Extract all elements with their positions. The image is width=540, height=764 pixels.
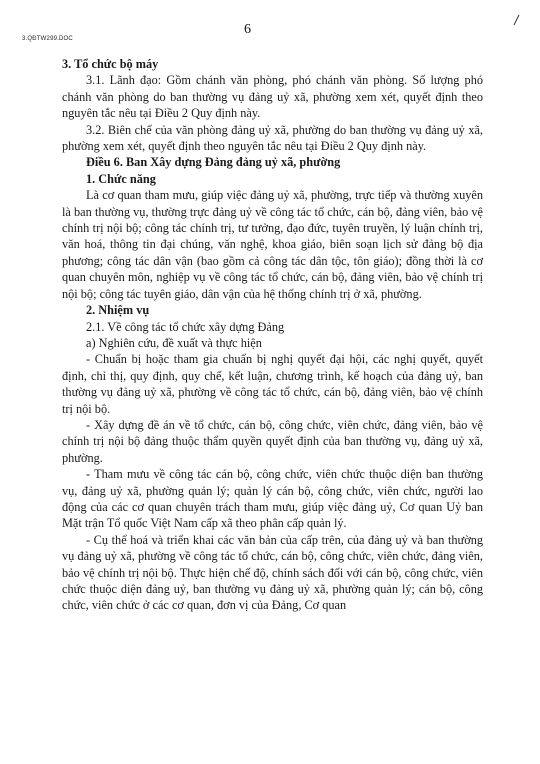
list-item: - Chuẩn bị hoặc tham gia chuẩn bị nghị quyết đại hội, các nghị quyết, quyết định, chỉ thị, quy định, quy chế, kết luận, chương trình, kế hoạch của đảng uỷ, ban thường vụ đảng uỷ xã, phường về công tác tổ chức, cán bộ, đảng viên, bảo vệ chính trị nội bộ. bbox=[62, 352, 483, 416]
subsection-heading: 1. Chức năng bbox=[86, 171, 156, 186]
file-name-label: 3.QĐTW299.DOC bbox=[22, 36, 73, 42]
paragraph: a) Nghiên cứu, đề xuất và thực hiện bbox=[86, 335, 262, 350]
list-item: - Tham mưu về công tác cán bộ, công chức, viên chức thuộc diện ban thường vụ, đảng uỷ xã, phường quản lý; quản lý cán bộ, công chức, viên chức, người lao động của các cơ quan chuyên trách tham mưu, giúp việc đảng uỷ, Cơ quan Uỷ ban Mặt trận Tổ quốc Việt Nam cấp xã theo phân cấp quản lý. bbox=[62, 467, 483, 531]
list-item: - Xây dựng đề án về tổ chức, cán bộ, công chức, viên chức, đảng viên, bảo vệ chính trị nội bộ đảng thuộc thẩm quyền quyết định của ban thường vụ, đảng uỷ xã, phường. bbox=[62, 417, 483, 465]
page-number: 6 bbox=[244, 22, 251, 37]
paragraph: 3.2. Biên chế của văn phòng đảng uỷ xã, phường do ban thường vụ đảng uỷ xã, phường xem xét, quyết định theo nguyên tắc nêu tại Điều 2 Quy định này. bbox=[62, 122, 483, 154]
paragraph: 2.1. Về công tác tổ chức xây dựng Đảng bbox=[86, 319, 285, 334]
document-body bbox=[62, 56, 483, 614]
list-item: - Cụ thể hoá và triển khai các văn bản của cấp trên, của đảng uỷ và ban thường vụ đảng uỷ xã, phường về công tác tổ chức, cán bộ, công chức, viên chức, đảng viên, bảo vệ chính trị nội bộ. Thực hiện chế độ, chính sách đối với cán bộ, công chức, viên chức thuộc diện đảng uỷ, ban thường vụ đảng uỷ xã, phường quản lý; cán bộ, công chức, viên chức ở các cơ quan, đơn vị của Đảng, Cơ quan bbox=[62, 532, 483, 613]
scan-mark bbox=[512, 14, 521, 26]
section-heading: 3. Tổ chức bộ máy bbox=[62, 57, 159, 71]
article-heading: Điều 6. Ban Xây dựng Đảng đảng uỷ xã, phường bbox=[86, 155, 341, 170]
paragraph: 3.1. Lãnh đạo: Gồm chánh văn phòng, phó chánh văn phòng. Số lượng phó chánh văn phòng do ban thường vụ đảng uỷ xã, phường xem xét, quyết định theo nguyên tắc nêu tại Điều 2 Quy định này. bbox=[62, 73, 483, 121]
paragraph: Là cơ quan tham mưu, giúp việc đảng uỷ xã, phường, trực tiếp và thường xuyên là ban thường vụ, thường trực đảng uỷ về công tác tổ chức, cán bộ, đảng viên, bảo vệ chính trị nội bộ; công tác chính trị, tư tưởng, đạo đức, tuyên truyền, lý luận chính trị, văn hoá, thông tin đại chúng, văn nghệ, khoa giáo, biên soạn lịch sử đảng bộ địa phương; công tác dân vận (bao gồm cả công tác dân tộc, tôn giáo); đồng thời là cơ quan chuyên môn, nghiệp vụ về công tác tổ chức, cán bộ, đảng viên, bảo vệ chính trị nội bộ; công tác tuyên giáo, dân vận của hệ thống chính trị ở xã, phường. bbox=[62, 188, 483, 301]
subsection-heading: 2. Nhiệm vụ bbox=[86, 303, 150, 318]
